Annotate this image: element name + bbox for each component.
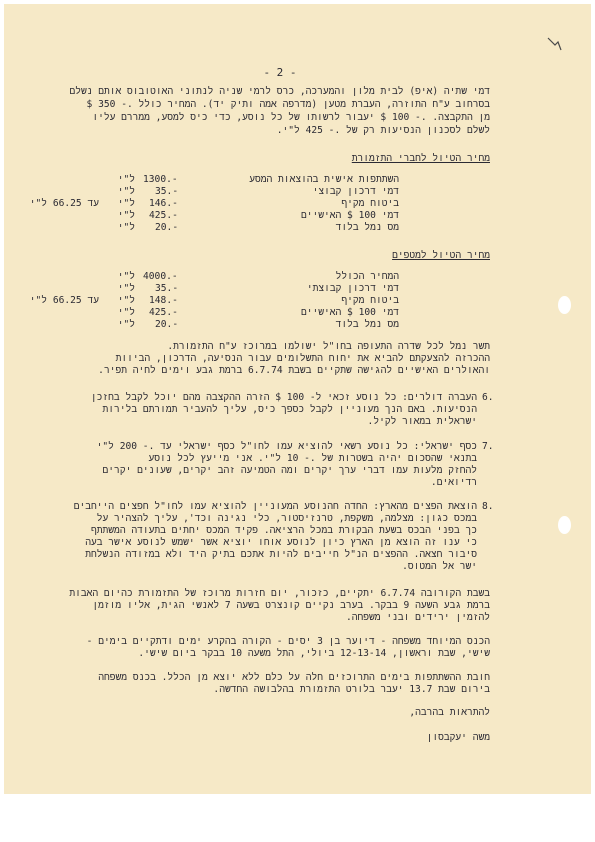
price-label: דמי 100 $ האישיים: [300, 210, 399, 221]
item-line: במכס כגון: מצלמה, משקפת, טרנזיסטור, כלי נגינה וכד', עליך להצהיר על: [96, 513, 477, 524]
price-amount: 1300.-: [143, 174, 178, 185]
price-label: ביטוח מקיף: [341, 198, 399, 209]
price-label: דמי דרכון קבוצתי: [306, 283, 399, 294]
item-line: רדיואים.: [430, 477, 477, 488]
body-line: הכנס המיוחד משפחה - דיוער בן 3 יסים - הקורה בהקרע ימים ודתקיים בימים -: [86, 636, 490, 647]
item-line: כי ענו זה הוצא מן הארץ כיון לנוסע אוחו יוציא אשר ישמש לנוסע אישר בעה: [85, 537, 477, 548]
price-unit: ל"י: [117, 222, 135, 233]
body-line: ברמת גבע השעה 9 בבקר. בערב נקיים קונצרט בשעה 7 לאנשי הגית, אליו מוזמן: [92, 600, 490, 611]
item-line: כסף ישראלי: כל נוסע רשאי להוציא עמו לחו"ל כסף ישראלי עד .- 200 ל"י: [96, 441, 477, 452]
body-line: להזמין ירידים ובני משפחה.: [345, 612, 490, 623]
item-line: כך בפני הבכס בשעת הבקורת במכל הרציאה. פקיד המכס יחתים בתעודה המשתתף: [91, 525, 477, 536]
price-label: מס נמל בלוד: [335, 222, 399, 233]
item-number: 7.: [482, 441, 494, 452]
price-amount: 4000.-: [143, 271, 178, 282]
price-amount: 35.-: [155, 283, 179, 294]
price-note: עד 66.25 ל"י: [29, 198, 99, 209]
price-unit: ל"י: [117, 186, 135, 197]
intro-line: מן התקבצה. .- 100 $ יעבור לרשותו של כל נוסע, כדי כיס למסע, ממררם עליו: [92, 112, 490, 123]
price-label: דמי 100 $ האישיים: [300, 307, 399, 318]
price-unit: ל"י: [117, 210, 135, 221]
price-amount: 35.-: [155, 186, 179, 197]
price-unit: ל"י: [117, 295, 135, 306]
item-line: סיבור חצאה. ההפצים הנ"ל חייבים להיות אתכם בתיק היד ולא במזודה הנשלחת: [85, 549, 477, 560]
body-line: בשבת הקורובה 6.7.74 יתקיים, כזכור, יום חזרות מרוכז של התזמורת כהיום האבות: [69, 588, 490, 599]
body-line: בירום שבת 13.7 יעבר בלורט התזמורת בהלבושה החדשה.: [213, 684, 490, 695]
price-amount: 146.-: [149, 198, 178, 209]
price-unit: ל"י: [117, 198, 135, 209]
item-line: להחזק מלעות עמו דברי ערך יקרים ומה הטמיעה זהב יקרים, שעונים יקרים: [102, 465, 477, 476]
price-note: עד 66.25 ל"י: [29, 295, 99, 306]
price-label: מס נמל בלוד: [335, 319, 399, 330]
page-number: - 2 -: [263, 66, 297, 79]
item-line: ישראלית במאור לקיל.: [367, 416, 477, 427]
body-line: שישי, שבת וראשון, 12-13-14 ביולי, התל משעה 10 בבקר ביום שישי.: [138, 648, 490, 659]
item-line: העברה דולרים: כל נוסע זכאי ל- 100 $ הזרה ההקצבה מהם יוכל לקבל בחזכן: [90, 392, 477, 403]
item-line: ישר אל המטוס.: [402, 561, 477, 572]
price-label: דמי דרכון קבוצי: [312, 186, 399, 197]
pencil-mark-icon: [546, 36, 564, 52]
body-line: והאולרים האישיים להגישה שתקיים בשבת 6.7.74 ברמת גבע וימים לחיה תפיר.: [98, 365, 490, 376]
price-unit: ל"י: [117, 271, 135, 282]
section-title: מחיר הטיול למטפים: [392, 250, 490, 261]
item-number: 6.: [482, 392, 494, 403]
price-amount: 425.-: [149, 307, 178, 318]
price-amount: 20.-: [155, 319, 179, 330]
price-label: המחיר הכולל: [335, 271, 399, 282]
item-number: 8.: [482, 501, 494, 512]
price-label: ביטוח מקיף: [341, 295, 399, 306]
body-line: תשר נמל לכל שדרה התעופה בחו"ל ישולמו במרוכז ע"ח התזמורת.: [167, 341, 490, 352]
price-amount: 148.-: [149, 295, 178, 306]
punch-hole: [558, 516, 571, 534]
punch-hole: [558, 296, 571, 314]
price-amount: 20.-: [155, 222, 179, 233]
intro-line: בסרחוב ע"ח התוזרה, העברת מטען (מדרפה אמה ותיק יד). המחיר כולל .- 350 $: [86, 99, 490, 110]
item-line: בתנאי שהסכום יהיה בשטרות של .- 10 ל"י. אני מייעץ לכל נוסע: [148, 453, 477, 464]
item-line: הוצאת הפצים מהארץ: החדה חהנוסע המעוניין להוציא עמו לחו"ל חפצים הייחבים: [73, 501, 477, 512]
item-line: הנסיעות. באם הנך מעוניין לקבל כספך כיס, עליך להעביר תמורתם בלירות: [102, 404, 477, 415]
price-unit: ל"י: [117, 174, 135, 185]
price-unit: ל"י: [117, 319, 135, 330]
sign-off: להתראות בהרבה,: [409, 707, 490, 718]
body-line: ההכרזה להצעקתם להביא את יחוח התשלומים עבור הנסיעה, הדרכון, הביוות: [115, 353, 490, 364]
intro-line: לשלם לסכנון הנסיעות רק של .- 425 ל"י.: [276, 125, 490, 136]
price-unit: ל"י: [117, 307, 135, 318]
section-title: מחיר הטיול לחברי התזמורת: [351, 153, 490, 164]
price-amount: 425.-: [149, 210, 178, 221]
price-label: השתתפות אישית בהוצאות המסע: [249, 174, 399, 185]
intro-line: דמי שתיה (איפ) לבית מלון והמערכה, כרס לרמי שניה לנתוני האוטובוס אותם נשלם: [69, 86, 490, 97]
signature: משה יעקבסון: [426, 732, 490, 743]
body-line: חובת ההשתתפות בימים התרוכזים חלה על כלם ללא יוצא מן הכלל. בכנס משפחה: [98, 672, 490, 683]
price-unit: ל"י: [117, 283, 135, 294]
